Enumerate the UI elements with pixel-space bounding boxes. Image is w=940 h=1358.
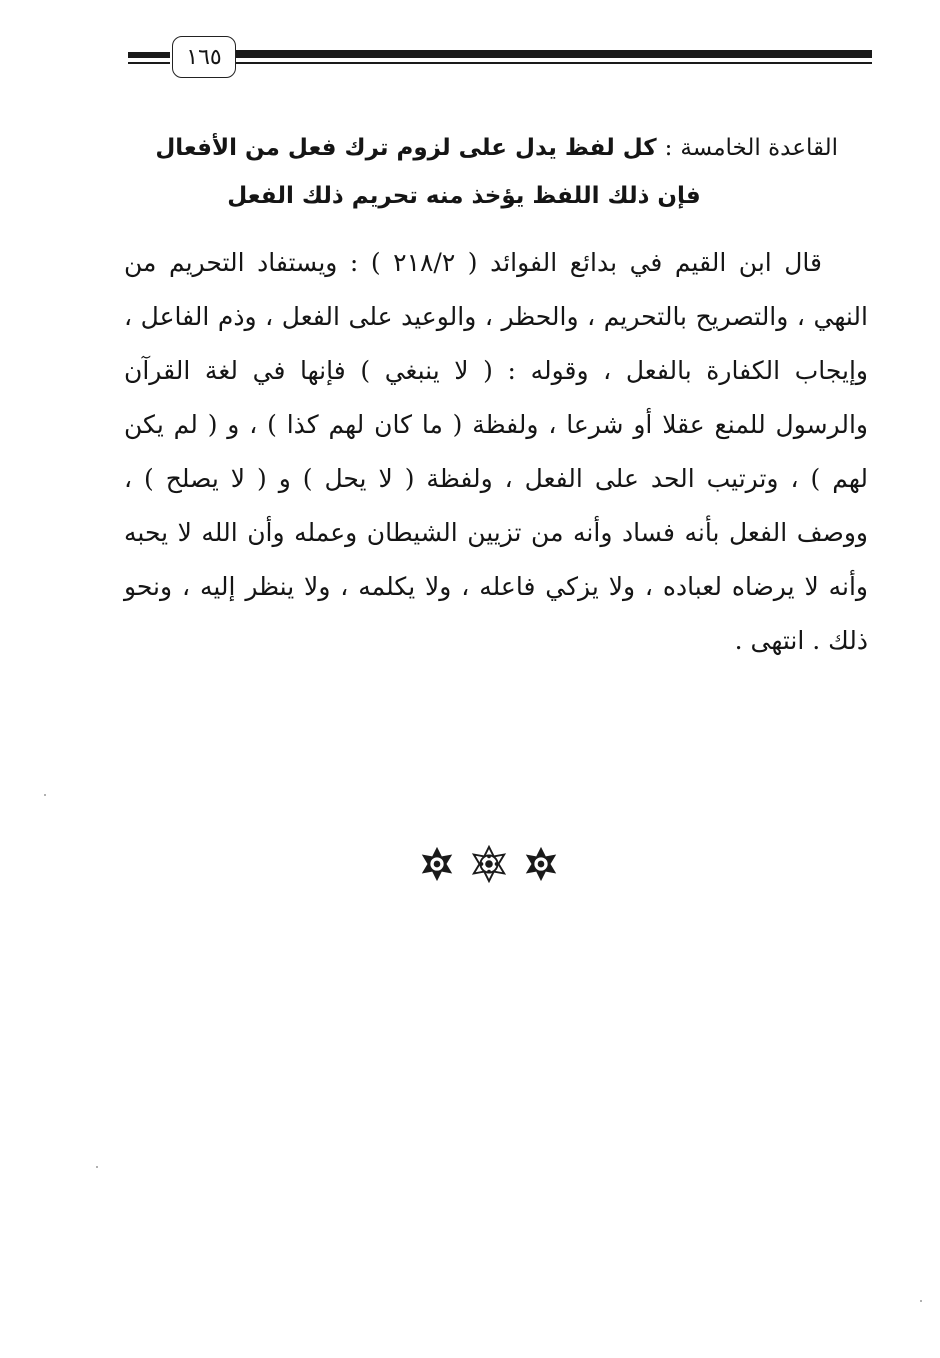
header-rule-right-thin	[236, 62, 872, 64]
star-flower-icon	[522, 845, 560, 887]
page-header	[128, 36, 872, 78]
header-rule-left-thin	[128, 62, 170, 64]
rule-heading-consequence: فإن ذلك اللفظ يؤخذ منه تحريم ذلك الفعل	[227, 183, 701, 209]
scan-speck	[96, 1166, 98, 1168]
page-number: ١٦٥	[172, 36, 236, 78]
body-text	[124, 236, 868, 668]
rosette-icon	[470, 845, 508, 887]
rule-heading-statement: كل لفظ يدل على لزوم ترك فعل من الأفعال	[155, 135, 657, 161]
header-rule-right	[236, 50, 872, 58]
section-ornament	[418, 846, 560, 886]
rule-heading-label: القاعدة الخامسة	[680, 135, 838, 161]
body-paragraph	[124, 236, 868, 668]
body-paragraph-text: قال ابن القيم في بدائع الفوائد ( ٢١٨/٢ ) : ويستفاد التحريم من النهي ، والتصريح بالتحريم ، والحظر ، والوعيد على الفعل ، وذم الفاعل ، وإيجاب الكفارة بالفعل ، وقوله : ( لا ينبغي ) فإنها في لغة القرآن والرسول للمنع عقلا أو شرعا ، ولفظة ( ما كان لهم كذا ) ، و ( لم يكن لهم ) ، وترتيب الحد على الفعل ، ولفظة ( لا يحل ) و ( لا يصلح ) ، ووصف الفعل بأنه فساد وأنه من تزيين الشيطان وعمله وأن الله لا يحبه وأنه لا يرضاه لعباده ، ولا يزكي فاعله ، ولا يكلمه ، ولا ينظر إليه ، ونحو ذلك . انتهى .	[124, 248, 868, 655]
scan-speck	[44, 794, 46, 796]
scan-speck	[920, 1300, 922, 1302]
star-flower-icon	[418, 845, 456, 887]
header-rule-left	[128, 52, 170, 58]
rule-heading	[120, 124, 838, 220]
rule-heading-colon: :	[664, 135, 673, 161]
